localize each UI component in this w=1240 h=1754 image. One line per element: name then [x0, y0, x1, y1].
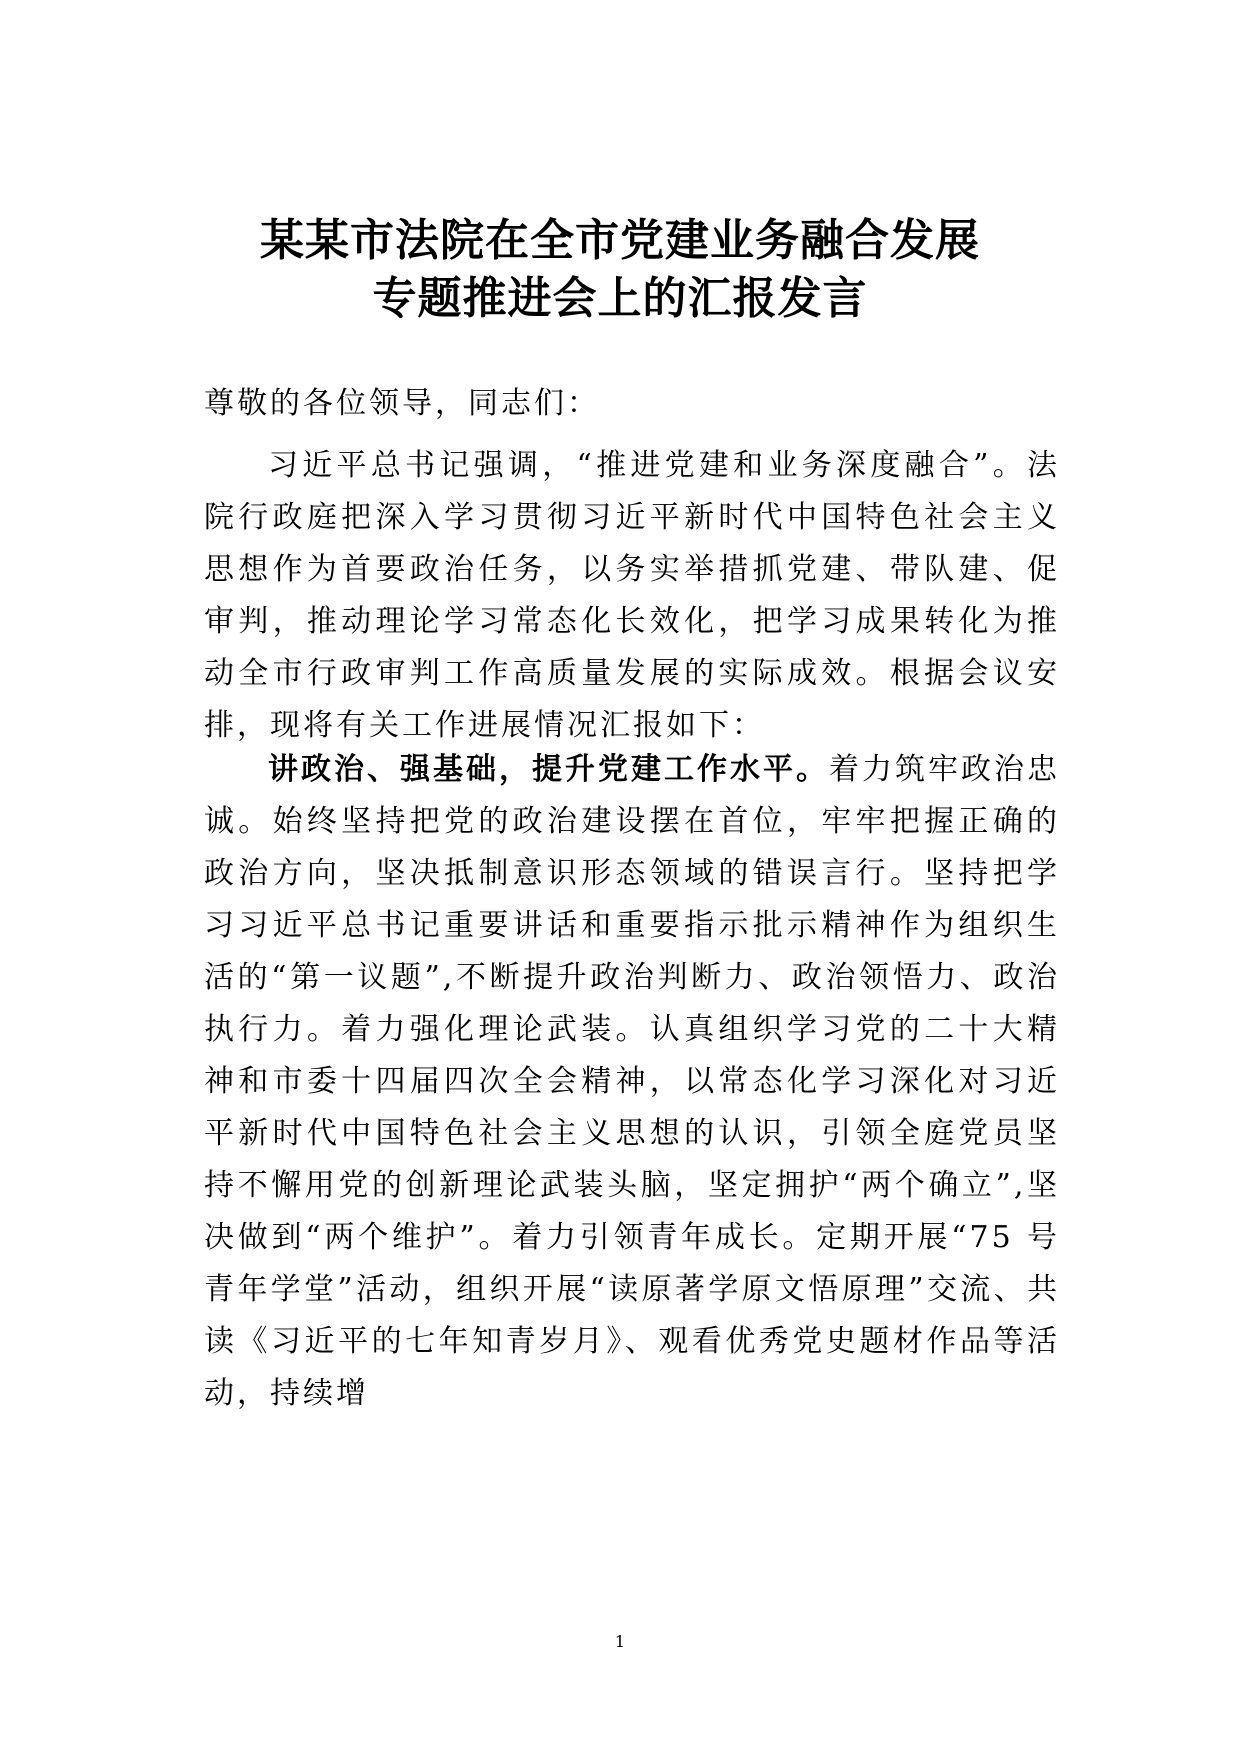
paragraph-2-lead: 讲政治、强基础，提升党建工作水平。 [268, 752, 829, 787]
paragraph-1: 习近平总书记强调，“推进党建和业务深度融合”。法院行政庭把深入学习贯彻习近平新时代中国特色社会主义思想作为首要政治任务，以务实举措抓党建、带队建、促审判，推动理论学习常态化长效化，把学习成果转化为推动全市行政审判工作高质量发展的实际成效。根据会议安排，现将有关工作进展情况汇报如下： [204, 448, 1060, 743]
page-number: 1 [614, 1632, 626, 1651]
salutation: 尊敬的各位领导，同志们： [204, 386, 600, 421]
document-title-line1: 某某市法院在全市党建业务融合发展 [260, 215, 980, 266]
paragraph-2 [204, 744, 1060, 1420]
paragraph-2-body: 着力筑牢政治忠诚。始终坚持把党的政治建设摆在首位，牢牢把握正确的政治方向，坚决抵制意识形态领域的错误言行。坚持把学习习近平总书记重要讲话和重要指示批示精神作为组织生活的“第一议题”,不断提升政治判断力、政治领悟力、政治执行力。着力强化理论武装。认真组织学习党的二十大精神和市委十四届四次全会精神，以常态化学习深化对习近平新时代中国特色社会主义思想的认识，引领全庭党员坚持不懈用党的创新理论武装头脑，坚定拥护“两个确立”,坚决做到“两个维护”。着力引领青年成长。定期开展“75 号青年学堂”活动，组织开展“读原著学原文悟原理”交流、共读《习近平的七年知青岁月》、观看优秀党史题材作品等活动，持续增 [204, 752, 1060, 1411]
document-title-line2: 专题推进会上的汇报发言 [372, 273, 868, 324]
